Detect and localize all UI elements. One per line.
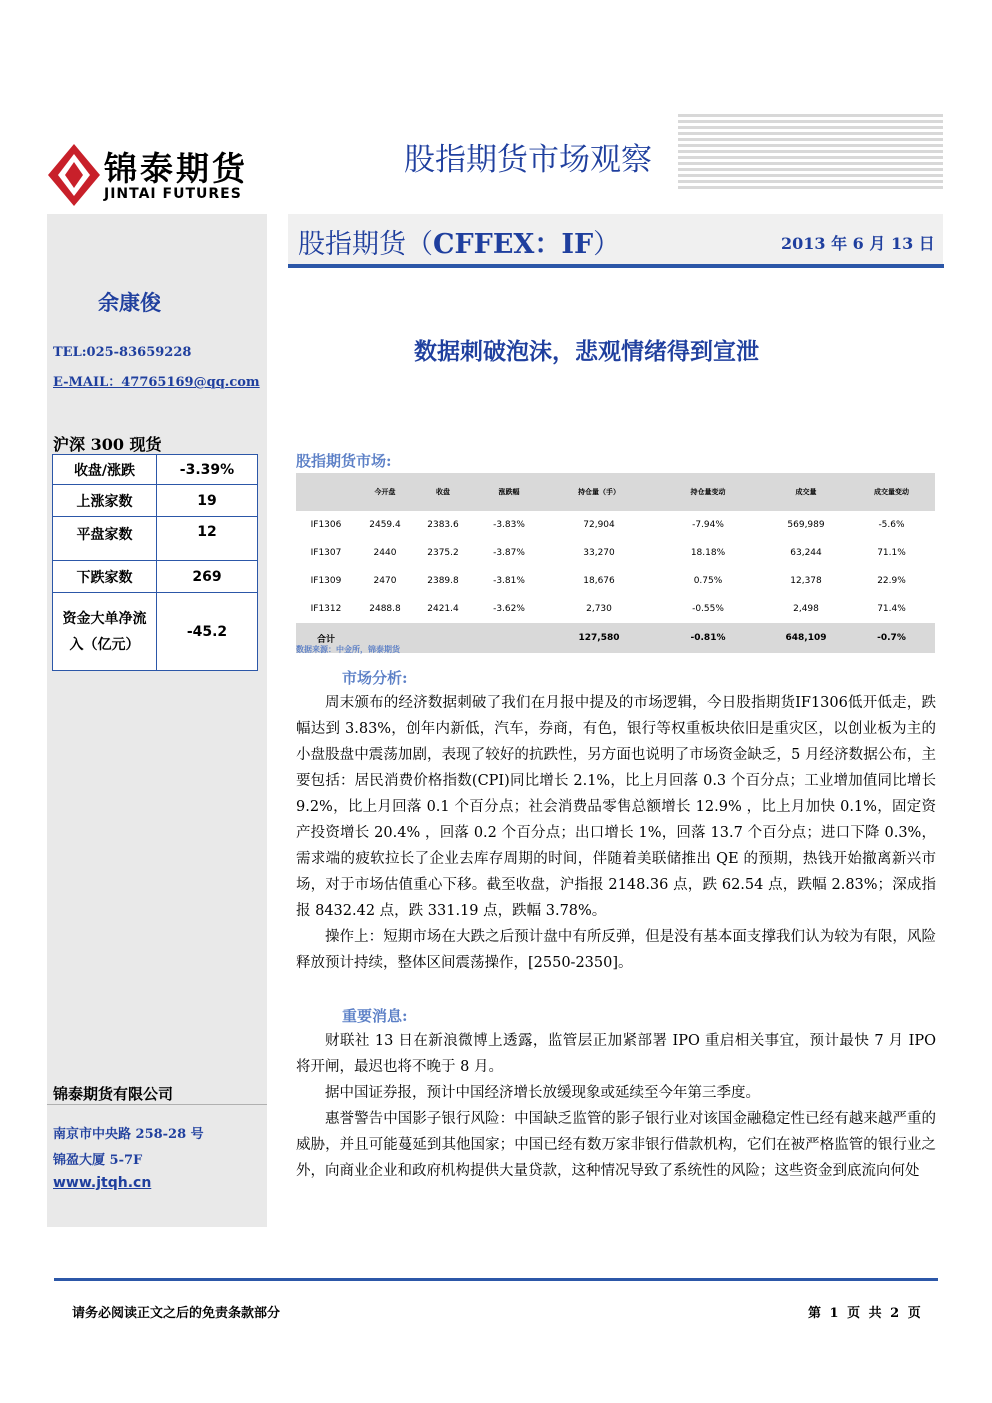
- table-cell: 2,498: [793, 604, 819, 614]
- table-cell: 72,904: [583, 520, 615, 530]
- table-header-row: [296, 473, 935, 511]
- article-headline: 数据刺破泡沫，悲观情绪得到宣泄: [414, 338, 759, 365]
- spot-label: 平盘家数: [53, 517, 157, 561]
- market-table-title: 股指期货市场:: [296, 452, 392, 470]
- table-cell: 2421.4: [427, 604, 459, 614]
- analysis-section: [296, 690, 936, 976]
- spot-label: 下跌家数: [53, 561, 157, 593]
- table-cell: IF1307: [310, 548, 342, 558]
- table-cell: 18.18%: [690, 548, 726, 558]
- table-cell: 71.1%: [877, 548, 906, 558]
- table-cell: 0.75%: [693, 576, 723, 586]
- column-header: 持仓量变动: [652, 473, 764, 511]
- author-email-link[interactable]: E-MAIL：47765169@qq.com: [53, 375, 260, 390]
- table-cell: -0.81%: [652, 623, 764, 653]
- table-row: [53, 455, 258, 485]
- market-table: [296, 473, 935, 653]
- logo-company-name: 锦泰期货: [104, 149, 248, 188]
- report-title: 股指期货市场观察: [404, 142, 652, 178]
- analysis-paragraph: 周末颁布的经济数据刺破了我们在月报中提及的市场逻辑，今日股指期货IF1306低开低走，跌幅达到 3.83%，创年内新低，汽车，券商，有色，银行等权重板块依旧是重灾区，以创业板为主的小盘股盘中震荡加剧，表现了较好的抗跌性，另方面也说明了市场资金缺乏，5 月经济数据公布，主要包括：居民消费价格指数(CPI)同比增长 2.1%，比上月回落 0.3 个百分点；工业增加值同比增长 9.2%，比上月回落 0.1 个百分点；社会消费品零售总额增长 12.9% ，比上月加快 0.1%，固定资产投资增长 20.4% ，回落 0.2 个百分点；出口增长 1%，回落 13.7 个百分点；进口下降 0.3%，需求端的疲软拉长了企业去库存周期的时间，伴随着美联储推出 QE 的预期，热钱开始撤离新兴市场，对于市场估值重心下移。截至收盘，沪指报 2148.36 点，跌 62.54 点，跌幅 2.83%；深成指报 8432.42 点，跌 331.19 点，跌幅 3.78%。: [296, 695, 936, 919]
- report-subtitle: [298, 222, 620, 261]
- news-paragraph: 据中国证券报，预计中国经济增长放缓现象或延续至今年第三季度。: [325, 1085, 760, 1101]
- table-cell: 33,270: [583, 548, 615, 558]
- table-row: [296, 567, 935, 595]
- column-header: 今开盘: [356, 473, 414, 511]
- table-cell: 71.4%: [877, 604, 906, 614]
- table-cell: -5.6%: [878, 520, 905, 530]
- column-header: 成交量变动: [848, 473, 935, 511]
- table-row: [53, 485, 258, 517]
- logo-company-english: JINTAI FUTURES: [104, 186, 242, 202]
- table-row: [53, 593, 258, 671]
- column-header: 持仓量（手）: [546, 473, 652, 511]
- table-cell: IF1312: [310, 604, 342, 614]
- table-cell: 63,244: [790, 548, 822, 558]
- footer-rule: [54, 1278, 938, 1281]
- logo-diamond-icon: [46, 140, 102, 210]
- table-row: [53, 517, 258, 561]
- table-cell: 2,730: [586, 604, 612, 614]
- column-header: 成交量: [764, 473, 848, 511]
- spot-label: 上涨家数: [53, 485, 157, 517]
- company-address-line1: 南京市中央路 258-28 号: [53, 1127, 204, 1142]
- table-cell: -3.83%: [493, 520, 525, 530]
- table-cell: 22.9%: [877, 576, 906, 586]
- column-header: [296, 473, 356, 511]
- company-address-line2: 锦盈大厦 5-7F: [53, 1153, 143, 1168]
- table-cell: 569,989: [787, 520, 825, 530]
- spot-value: -45.2: [157, 593, 258, 671]
- table-cell: 2383.6: [427, 520, 459, 530]
- company-name: 锦泰期货有限公司: [53, 1085, 174, 1103]
- spot-value: 269: [157, 561, 258, 593]
- table-cell: -0.7%: [848, 623, 935, 653]
- author-tel: TEL:025-83659228: [53, 345, 192, 360]
- table-cell: 127,580: [546, 623, 652, 653]
- spot-label: 收盘/涨跌: [53, 455, 157, 485]
- subtitle-paren: ）: [593, 229, 621, 260]
- table-cell: IF1309: [310, 576, 342, 586]
- table-cell: 合计: [296, 623, 356, 653]
- company-divider: [47, 1104, 267, 1105]
- news-paragraph: 财联社 13 日在新浪微博上透露，监管层正加紧部署 IPO 重启相关事宜，预计最快 7 月 IPO 将开闸，最迟也将不晚于 8 月。: [296, 1033, 936, 1075]
- spot-value: 19: [157, 485, 258, 517]
- news-section: [296, 1028, 936, 1184]
- data-source: 数据来源：中金所，锦泰期货: [296, 644, 400, 654]
- spot-table: [52, 454, 258, 671]
- subtitle-code: CFFEX：IF: [433, 229, 594, 260]
- footer-disclaimer: 请务必阅读正文之后的免责条款部分: [72, 1306, 281, 1321]
- table-cell: 2470: [373, 576, 397, 586]
- table-cell: IF1306: [310, 520, 342, 530]
- report-date: 2013 年 6 月 13 日: [781, 234, 935, 253]
- table-cell: -3.87%: [493, 548, 525, 558]
- operation-paragraph: 操作上：短期市场在大跌之后预计盘中有所反弹，但是没有基本面支撑我们认为较为有限，风险释放预计持续，整体区间震荡操作，[2550-2350]。: [296, 929, 936, 971]
- spot-table-title: 沪深 300 现货: [53, 435, 162, 454]
- table-cell: 2375.2: [427, 548, 459, 558]
- table-cell: 2389.8: [427, 576, 459, 586]
- header-stripes: [678, 114, 943, 190]
- column-header: 收盘: [414, 473, 472, 511]
- table-cell: 2459.4: [369, 520, 401, 530]
- table-row: [53, 561, 258, 593]
- spot-label: 资金大单净流入（亿元）: [53, 593, 157, 671]
- table-cell: 2440: [373, 548, 397, 558]
- spot-value: -3.39%: [157, 455, 258, 485]
- table-row: [296, 595, 935, 623]
- subtitle-text: 股指期货（: [298, 229, 433, 260]
- table-cell: -3.62%: [493, 604, 525, 614]
- column-header: 涨跌幅: [472, 473, 546, 511]
- table-cell: [472, 623, 546, 653]
- table-cell: 2488.8: [369, 604, 401, 614]
- analysis-heading: 市场分析:: [342, 669, 408, 687]
- page-number: 第 1 页 共 2 页: [808, 1306, 921, 1321]
- company-website-link[interactable]: www.jtqh.cn: [53, 1175, 152, 1191]
- author-name: 余康俊: [98, 290, 161, 315]
- table-cell: -0.55%: [692, 604, 724, 614]
- spot-value: 12: [157, 517, 258, 561]
- table-cell: 12,378: [790, 576, 822, 586]
- news-heading: 重要消息:: [342, 1007, 408, 1025]
- news-paragraph: 惠誉警告中国影子银行风险：中国缺乏监管的影子银行业对该国金融稳定性已经有越来越严重的威胁，并且可能蔓延到其他国家；中国已经有数万家非银行借款机构，它们在被严格监管的银行业之外，向商业企业和政府机构提供大量贷款，这种情况导致了系统性的风险；这些资金到底流向何处: [296, 1111, 936, 1179]
- table-cell: -3.81%: [493, 576, 525, 586]
- table-cell: -7.94%: [692, 520, 724, 530]
- sidebar-panel: [47, 214, 267, 1227]
- subtitle-rule: [288, 264, 944, 268]
- table-cell: [414, 623, 472, 653]
- table-row: [296, 511, 935, 539]
- table-cell: 18,676: [583, 576, 615, 586]
- table-cell: 648,109: [764, 623, 848, 653]
- table-row: [296, 539, 935, 567]
